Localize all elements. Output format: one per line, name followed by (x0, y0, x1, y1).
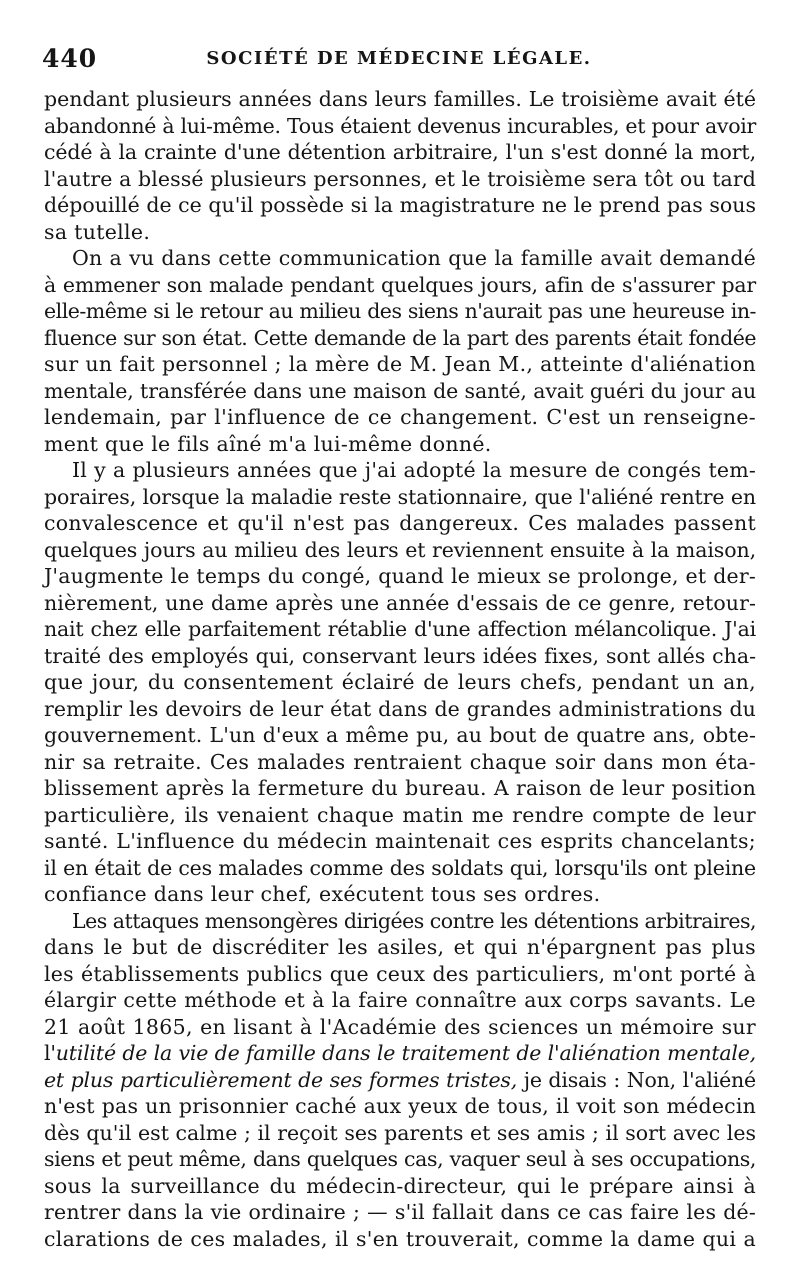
text-line: confiance dans leur chef, exécutent tous ses ordres. (44, 882, 601, 906)
text-line: dès qu'il est calme ; il reçoit ses parents et ses amis ; il sort avec les (44, 1120, 756, 1145)
body-text (44, 86, 756, 1252)
running-title: SOCIÉTÉ DE MÉDECINE LÉGALE. (206, 48, 592, 69)
text-line: remplir les devoirs de leur état dans de grandes administrations du (44, 696, 756, 721)
page-header (38, 44, 760, 76)
text-line: santé. L'influence du médecin maintenait ces esprits chancelants; (44, 829, 756, 853)
text-line: les établissements publics que ceux des particuliers, m'ont porté à (44, 961, 756, 986)
text-line: rentrer dans la vie ordinaire ; — s'il fallait dans ce cas faire les dé- (44, 1200, 756, 1224)
text-line: ment que le fils aîné m'a lui-même donné. (44, 431, 492, 456)
text-line: dépouillé de ce qu'il possède si la magistrature ne le prend pas sous (44, 193, 756, 217)
italic-title-fragment: utilité de la vie de famille dans le traitement de l'aliénation mentale, (55, 1041, 756, 1065)
text-line: quelques jours au milieu des leurs et reviennent ensuite à la maison, (44, 537, 756, 562)
text-line: lendemain, par l'influence de ce changement. C'est un renseigne- (44, 405, 756, 429)
text-line-mixed (44, 1040, 756, 1067)
text-line: sur un fait personnel ; la mère de M. Jean M., atteinte d'aliénation (44, 352, 756, 376)
italic-title-fragment: et plus particulièrement de ses formes tristes, (44, 1067, 518, 1092)
text-line: convalescence et qu'il n'est pas dangereux. Ces malades passent (44, 511, 756, 535)
text-fragment: l' (44, 1041, 56, 1065)
text-line: siens et peut même, dans quelques cas, vaquer seul à ses occupations, (44, 1147, 756, 1171)
text-line: nièrement, une dame après une année d'essais de ce genre, retour- (44, 590, 756, 615)
text-line: nir sa retraite. Ces malades rentraient chaque soir dans mon éta- (44, 749, 756, 774)
text-line: gouvernement. L'un d'eux a même pu, au bout de quatre ans, obte- (44, 723, 756, 747)
text-line: cédé à la crainte d'une détention arbitraire, l'un s'est donné la mort, (44, 140, 756, 164)
text-line: pendant plusieurs années dans leurs familles. Le troisième avait été (44, 87, 756, 111)
text-line: Il y a plusieurs années que j'ai adopté la mesure de congés tem- (72, 458, 756, 482)
text-line: sa tutelle. (44, 219, 151, 244)
page-number: 440 (42, 44, 98, 73)
text-line: 21 août 1865, en lisant à l'Académie des sciences un mémoire sur (44, 1014, 756, 1039)
text-line: traité des employés qui, conservant leurs idées fixes, sont allés cha- (44, 643, 756, 668)
text-line: nait chez elle parfaitement rétablie d'une affection mélancolique. J'ai (44, 617, 756, 641)
text-line: l'autre a blessé plusieurs personnes, et le troisième sera tôt ou tard (44, 166, 756, 191)
text-fragment: je disais : Non, l'aliéné (517, 1067, 756, 1092)
text-line: On a vu dans cette communication que la famille avait demandé (72, 246, 756, 270)
text-line: poraires, lorsque la maladie reste stationnaire, que l'aliéné rentre en (44, 484, 756, 509)
text-line: à emmener son malade pendant quelques jours, afin de s'assurer par (44, 272, 756, 297)
text-line-mixed (44, 1067, 756, 1094)
text-line: J'augmente le temps du congé, quand le mieux se prolonge, et der- (44, 564, 756, 588)
text-line: sous la surveillance du médecin-directeur, qui le prépare ainsi à (44, 1173, 756, 1198)
text-line: fluence sur son état. Cette demande de la part des parents était fondée (44, 325, 756, 350)
text-line: abandonné à lui-même. Tous étaient devenus incurables, et pour avoir (44, 113, 756, 138)
text-line: mentale, transférée dans une maison de santé, avait guéri du jour au (44, 378, 757, 403)
text-line: élargir cette méthode et à la faire connaître aux corps savants. Le (44, 988, 756, 1012)
text-line: Les attaques mensongères dirigées contre les détentions arbitraires, (72, 908, 756, 933)
text-line: que jour, du consentement éclairé de leurs chefs, pendant un an, (44, 670, 756, 694)
text-line: n'est pas un prisonnier caché aux yeux de tous, il voit son médecin (44, 1094, 756, 1118)
text-line: blissement après la fermeture du bureau. A raison de leur position (44, 776, 756, 800)
text-line: elle-même si le retour au milieu des siens n'aurait pas une heureuse in- (44, 299, 756, 323)
text-line: particulière, ils venaient chaque matin me rendre compte de leur (44, 802, 756, 827)
text-line: dans le but de discréditer les asiles, et qui n'épargnent pas plus (44, 935, 756, 959)
text-line: il en était de ces malades comme des soldats qui, lorsqu'ils ont pleine (44, 855, 756, 880)
text-line: clarations de ces malades, il s'en trouverait, comme la dame qui a (44, 1226, 756, 1251)
